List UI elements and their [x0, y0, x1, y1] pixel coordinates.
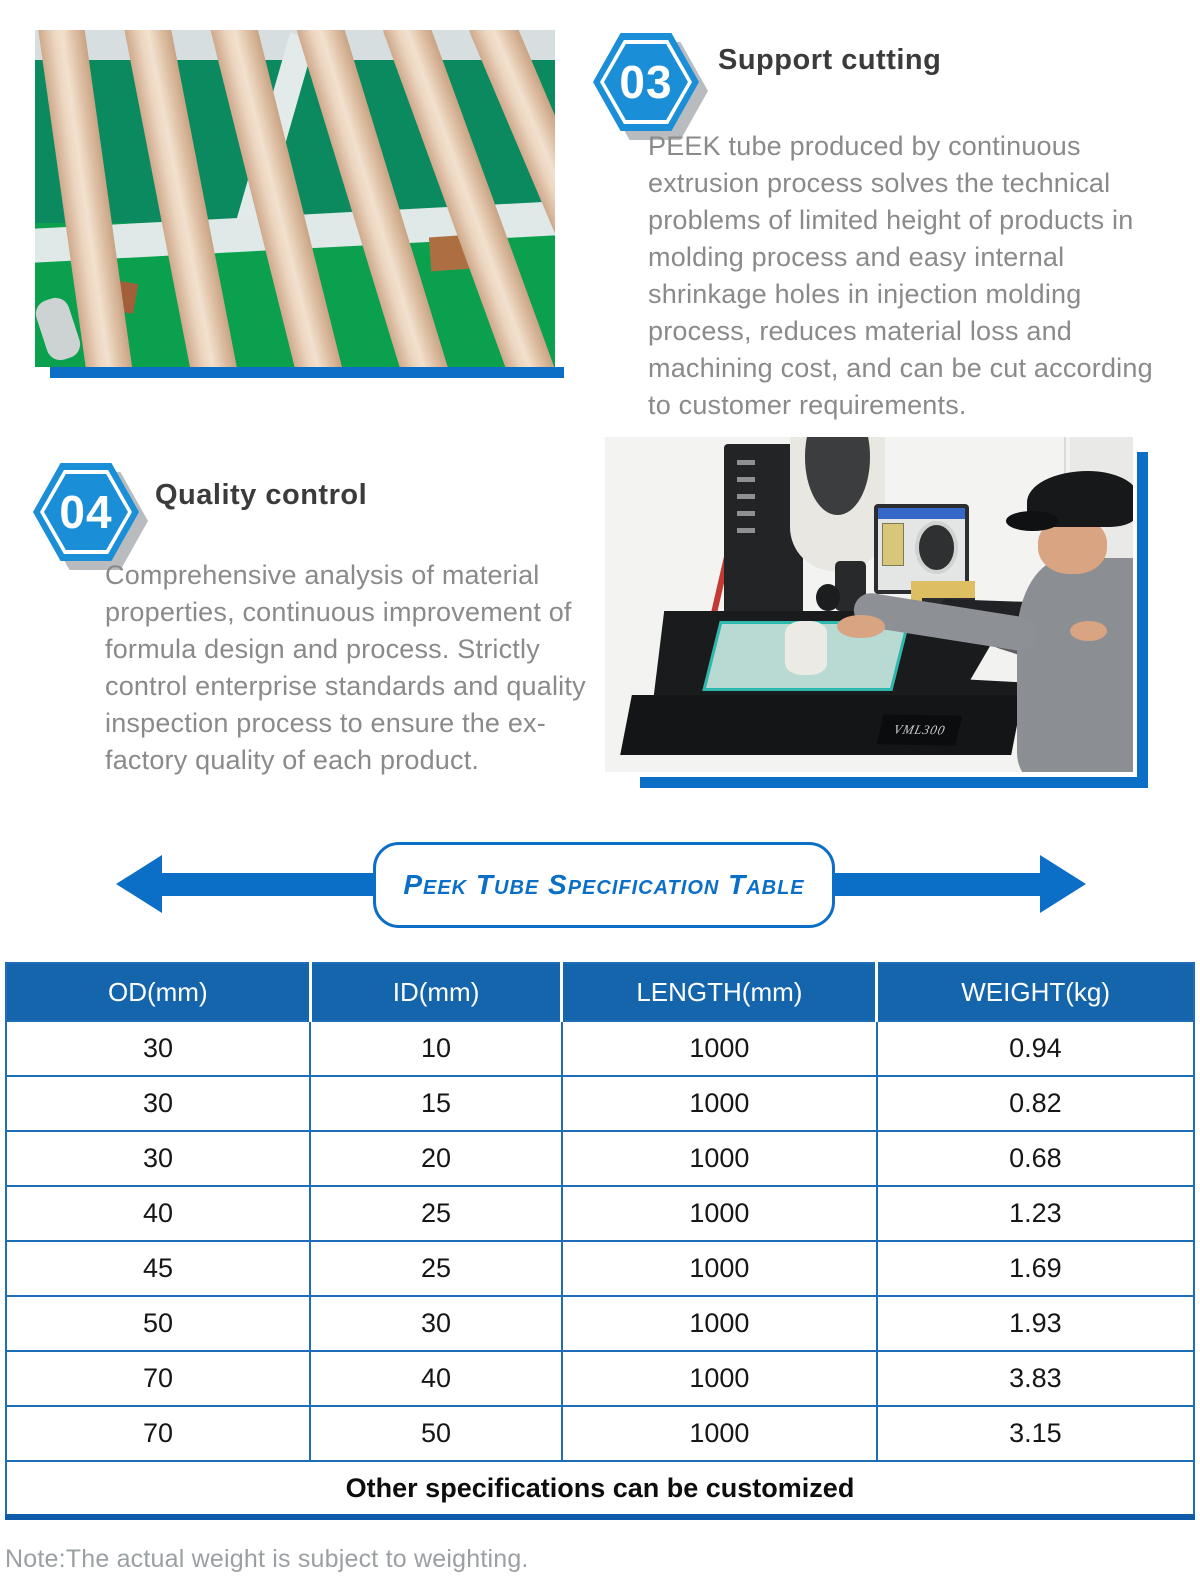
spec-row — [6, 1021, 1194, 1076]
spec-table — [5, 962, 1195, 1520]
spec-cell: 1.23 — [877, 1186, 1194, 1241]
spec-column-header: OD(mm) — [6, 963, 310, 1021]
spec-row — [6, 1076, 1194, 1131]
spec-table-body — [6, 1021, 1194, 1461]
photo-operator-mouse-hand — [1070, 621, 1107, 641]
spec-cell: 0.68 — [877, 1131, 1194, 1186]
spec-cell: 1000 — [562, 1076, 877, 1131]
photo-machine-base — [620, 695, 1022, 755]
spec-cell: 3.15 — [877, 1406, 1194, 1461]
spec-cell: 25 — [310, 1186, 562, 1241]
spec-cell: 1000 — [562, 1351, 877, 1406]
spec-cell: 30 — [6, 1021, 310, 1076]
spec-row — [6, 1241, 1194, 1296]
step-number: 03 — [619, 56, 673, 108]
spec-cell: 1000 — [562, 1021, 877, 1076]
photo-machine-head — [790, 437, 885, 571]
spec-row — [6, 1131, 1194, 1186]
spec-cell: 1.69 — [877, 1241, 1194, 1296]
spec-table-footer — [6, 1461, 1194, 1517]
spec-row — [6, 1351, 1194, 1406]
spec-cell: 1000 — [562, 1131, 877, 1186]
quality-control-paragraph: Comprehensive analysis of material properties, continuous improvement of formula design and process. Strictly control enterprise standards and quality inspection process to ensure the ex-factory quality of each product. — [105, 560, 586, 775]
spec-footer-cell: Other specifications can be customized — [6, 1461, 1194, 1517]
photo-machine-head-dark — [805, 437, 870, 515]
spec-cell: 1000 — [562, 1406, 877, 1461]
photo-accent-bar — [1137, 452, 1148, 788]
photo-monitor-screen — [878, 508, 965, 590]
spec-cell: 0.94 — [877, 1021, 1194, 1076]
spec-table-banner-label: Peek Tube Specification Table — [403, 869, 805, 900]
photo-screen-panel — [882, 523, 905, 566]
spec-cell: 30 — [310, 1296, 562, 1351]
spec-row — [6, 1296, 1194, 1351]
spec-cell: 1000 — [562, 1186, 877, 1241]
spec-cell: 0.82 — [877, 1076, 1194, 1131]
photo-operator-torso — [1017, 558, 1133, 772]
banner-arrow-left-icon — [116, 855, 162, 913]
spec-column-header: ID(mm) — [310, 963, 562, 1021]
spec-row — [6, 1186, 1194, 1241]
support-cutting-title: Support cutting — [718, 44, 942, 76]
spec-cell: 50 — [6, 1296, 310, 1351]
spec-cell: 40 — [6, 1186, 310, 1241]
spec-cell: 40 — [310, 1351, 562, 1406]
step-number: 04 — [59, 486, 113, 538]
photo-accent-bar — [50, 367, 564, 378]
photo-screen-titlebar — [878, 508, 965, 519]
spec-cell: 30 — [6, 1131, 310, 1186]
spec-cell: 50 — [310, 1406, 562, 1461]
spec-table-banner — [373, 842, 835, 928]
photo-accent-bar — [640, 777, 1148, 788]
spec-table-header — [6, 963, 1194, 1021]
spec-cell: 3.83 — [877, 1351, 1194, 1406]
quality-control-title: Quality control — [155, 479, 368, 511]
spec-footer-row — [6, 1461, 1194, 1517]
photo-operator-cap-brim — [1006, 511, 1059, 531]
spec-cell: 45 — [6, 1241, 310, 1296]
photo-cable-coil — [816, 584, 840, 611]
quality-control-photo — [605, 437, 1133, 772]
spec-cell: 30 — [6, 1076, 310, 1131]
photo-operator-hand — [837, 615, 885, 638]
spec-header-row — [6, 963, 1194, 1021]
spec-cell: 15 — [310, 1076, 562, 1131]
spec-cell: 25 — [310, 1241, 562, 1296]
weight-note: Note:The actual weight is subject to weighting. — [5, 1545, 529, 1573]
photo-screen-circle — [915, 521, 959, 574]
spec-cell: 1.93 — [877, 1296, 1194, 1351]
spec-column-header: WEIGHT(kg) — [877, 963, 1194, 1021]
spec-cell: 10 — [310, 1021, 562, 1076]
photo-machine-knobs — [737, 454, 755, 541]
photo-sample-cylinder — [785, 621, 827, 675]
spec-row — [6, 1406, 1194, 1461]
spec-cell: 1000 — [562, 1296, 877, 1351]
spec-cell: 70 — [6, 1406, 310, 1461]
spec-cell: 20 — [310, 1131, 562, 1186]
banner-arrow-right-icon — [1040, 855, 1086, 913]
peek-tubes-photo — [35, 30, 555, 367]
support-cutting-paragraph: PEEK tube produced by continuous extrusion process solves the technical problems of limited height of products in molding process and easy internal shrinkage holes in injection molding process, reduces material loss and machining cost, and can be cut according to customer requirements. — [648, 131, 1153, 420]
spec-cell: 1000 — [562, 1241, 877, 1296]
spec-column-header: LENGTH(mm) — [562, 963, 877, 1021]
machine-model-label: VML300 — [876, 714, 962, 746]
spec-cell: 70 — [6, 1351, 310, 1406]
